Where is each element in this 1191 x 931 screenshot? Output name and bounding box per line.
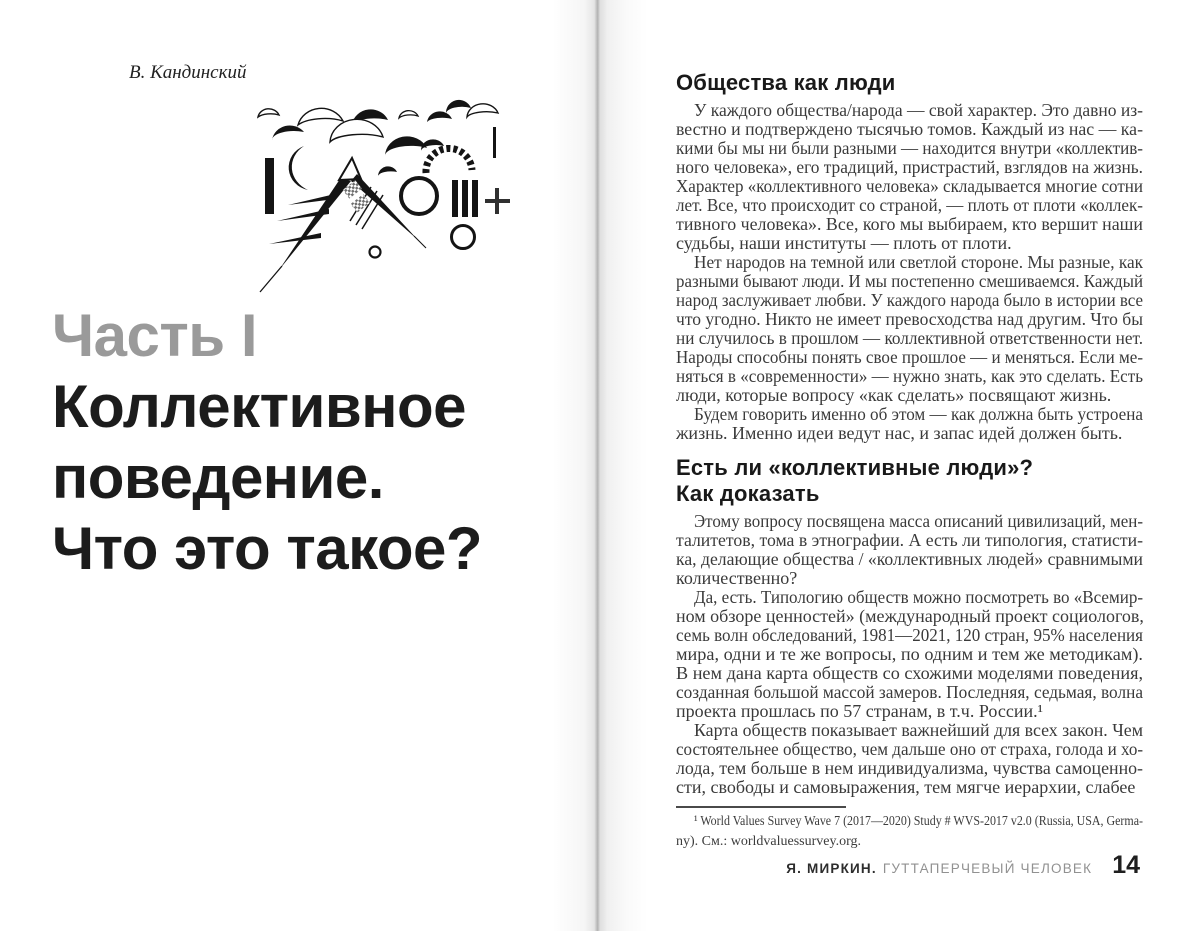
text-line: Нет народов на темной или светлой стороне. Мы разные, как	[694, 252, 1143, 272]
text-line: тивного человека». Все, кого мы выбираем, кто вершит наши	[676, 214, 1143, 234]
text-line: жизнь. Именно идеи ведут нас, и запас идей должен быть.	[676, 423, 1123, 443]
section-heading	[676, 70, 1143, 96]
text-line: ном обзоре ценностей» (международный проект социологов,	[676, 606, 1144, 626]
text-line: судьбы, наши институты — плоть от плоти.	[676, 233, 1012, 253]
text-line: что угодно. Никто не имеет превосходства над другим. Что бы	[676, 309, 1143, 329]
kandinsky-drawing-svg	[240, 80, 530, 295]
footnote-line: ¹ World Values Survey Wave 7 (2017—2020) Study # WVS-2017 v2.0 (Russia, USA, Germa-	[694, 814, 1143, 829]
right-flow	[676, 70, 1143, 797]
text-line: У каждого общества/народа — свой характер. Это давно из-	[694, 100, 1143, 120]
footer-book-title: ГУТТАПЕРЧЕВЫЙ ЧЕЛОВЕК	[882, 861, 1093, 876]
text-line: кими бы мы ни были разными — находится внутри «коллектив-	[676, 138, 1143, 158]
text-line: мира, одни и те же вопросы, по одним и тем же методикам).	[676, 644, 1143, 664]
footnote	[676, 812, 1143, 852]
text-line: няться в «современности» — нужно знать, как это сделать. Есть	[676, 366, 1143, 386]
text-line: талитетов, тома в этнографии. А есть ли типология, статисти-	[676, 530, 1143, 550]
part-label: Часть I	[52, 302, 258, 369]
text-line: созданная большой массой замеров. Последняя, седьмая, волна	[676, 682, 1143, 702]
paragraph	[676, 721, 1143, 797]
text-line: Этому вопросу посвящена масса описаний цивилизаций, мен-	[694, 511, 1143, 531]
paragraph	[676, 101, 1143, 253]
footnote-rule	[676, 806, 846, 808]
text-line: Характер «коллективного человека» складывается многие сотни	[676, 176, 1143, 196]
text-line: люди, которые вопросу «как сделать» посвящают жизнь.	[676, 385, 1112, 405]
text-line: Как доказать	[676, 481, 820, 506]
text-line: семь волн обследований, 1981—2021, 120 стран, 95% населения	[676, 625, 1143, 645]
text-line: Общества как люди	[676, 70, 896, 95]
text-line: сти, свободы и самовыражения, тем мягче иерархии, слабее	[676, 777, 1136, 797]
kandinsky-abstract-drawing	[240, 80, 530, 295]
part-title-line: Что это такое?	[52, 515, 482, 582]
paragraph	[676, 405, 1143, 443]
section-heading	[676, 455, 1143, 507]
footer-author: Я. МИРКИН.	[786, 861, 877, 876]
page-number: 14	[1112, 851, 1140, 879]
part-title-line: Коллективное	[52, 373, 467, 440]
part-title-line: поведение.	[52, 444, 384, 511]
text-line: Будем говорить именно об этом — как должна быть устроена	[694, 404, 1143, 424]
page-footer	[786, 851, 1140, 880]
text-line: Да, есть. Типологию обществ можно посмотреть во «Всемир-	[694, 587, 1143, 607]
text-line: ни случилось в прошлом — коллективной ответственности нет.	[676, 328, 1143, 348]
text-line: Карта обществ показывает важнейший для всех закон. Чем	[694, 720, 1143, 740]
text-line: лет. Все, что происходит со страной, — плоть от плоти «коллек-	[676, 195, 1143, 215]
text-line: вестно и подтверждено тысячью томов. Каждый из нас — ка-	[676, 119, 1143, 139]
text-line: количественно?	[676, 568, 798, 588]
text-line: Есть ли «коллективные люди»?	[676, 455, 1034, 480]
text-line: народ заслуживает любви. У каждого народа было в истории все	[676, 290, 1143, 310]
text-line: ного человека», его традиций, пристрастий, взглядов на жизнь.	[676, 157, 1143, 177]
footnote-line: ny). См.: worldvaluessurvey.org.	[676, 834, 862, 849]
text-line: лода, тем больше в нем индивидуализма, чувства самоценно-	[676, 758, 1143, 778]
text-line: В нем дана карта обществ со схожими моделями поведения,	[676, 663, 1143, 683]
text-line: проекта прошлась по 57 странам, в т.ч. России.¹	[676, 701, 1044, 721]
paragraph	[676, 512, 1143, 588]
text-line: ка, делающие общества / «коллективных людей» сравнимыми	[676, 549, 1143, 569]
paragraph	[676, 588, 1143, 721]
text-line: разными бывают люди. И мы постепенно смешиваемся. Каждый	[676, 271, 1143, 291]
text-line: Народы способны понять свое прошлое — и меняться. Если ме-	[676, 347, 1143, 367]
artwork-caption: В. Кандинский	[129, 62, 247, 83]
paragraph	[676, 253, 1143, 405]
part-title-block	[52, 300, 592, 584]
text-line: состоятельнее общество, чем дальше оно от страха, голода и хо-	[676, 739, 1143, 759]
